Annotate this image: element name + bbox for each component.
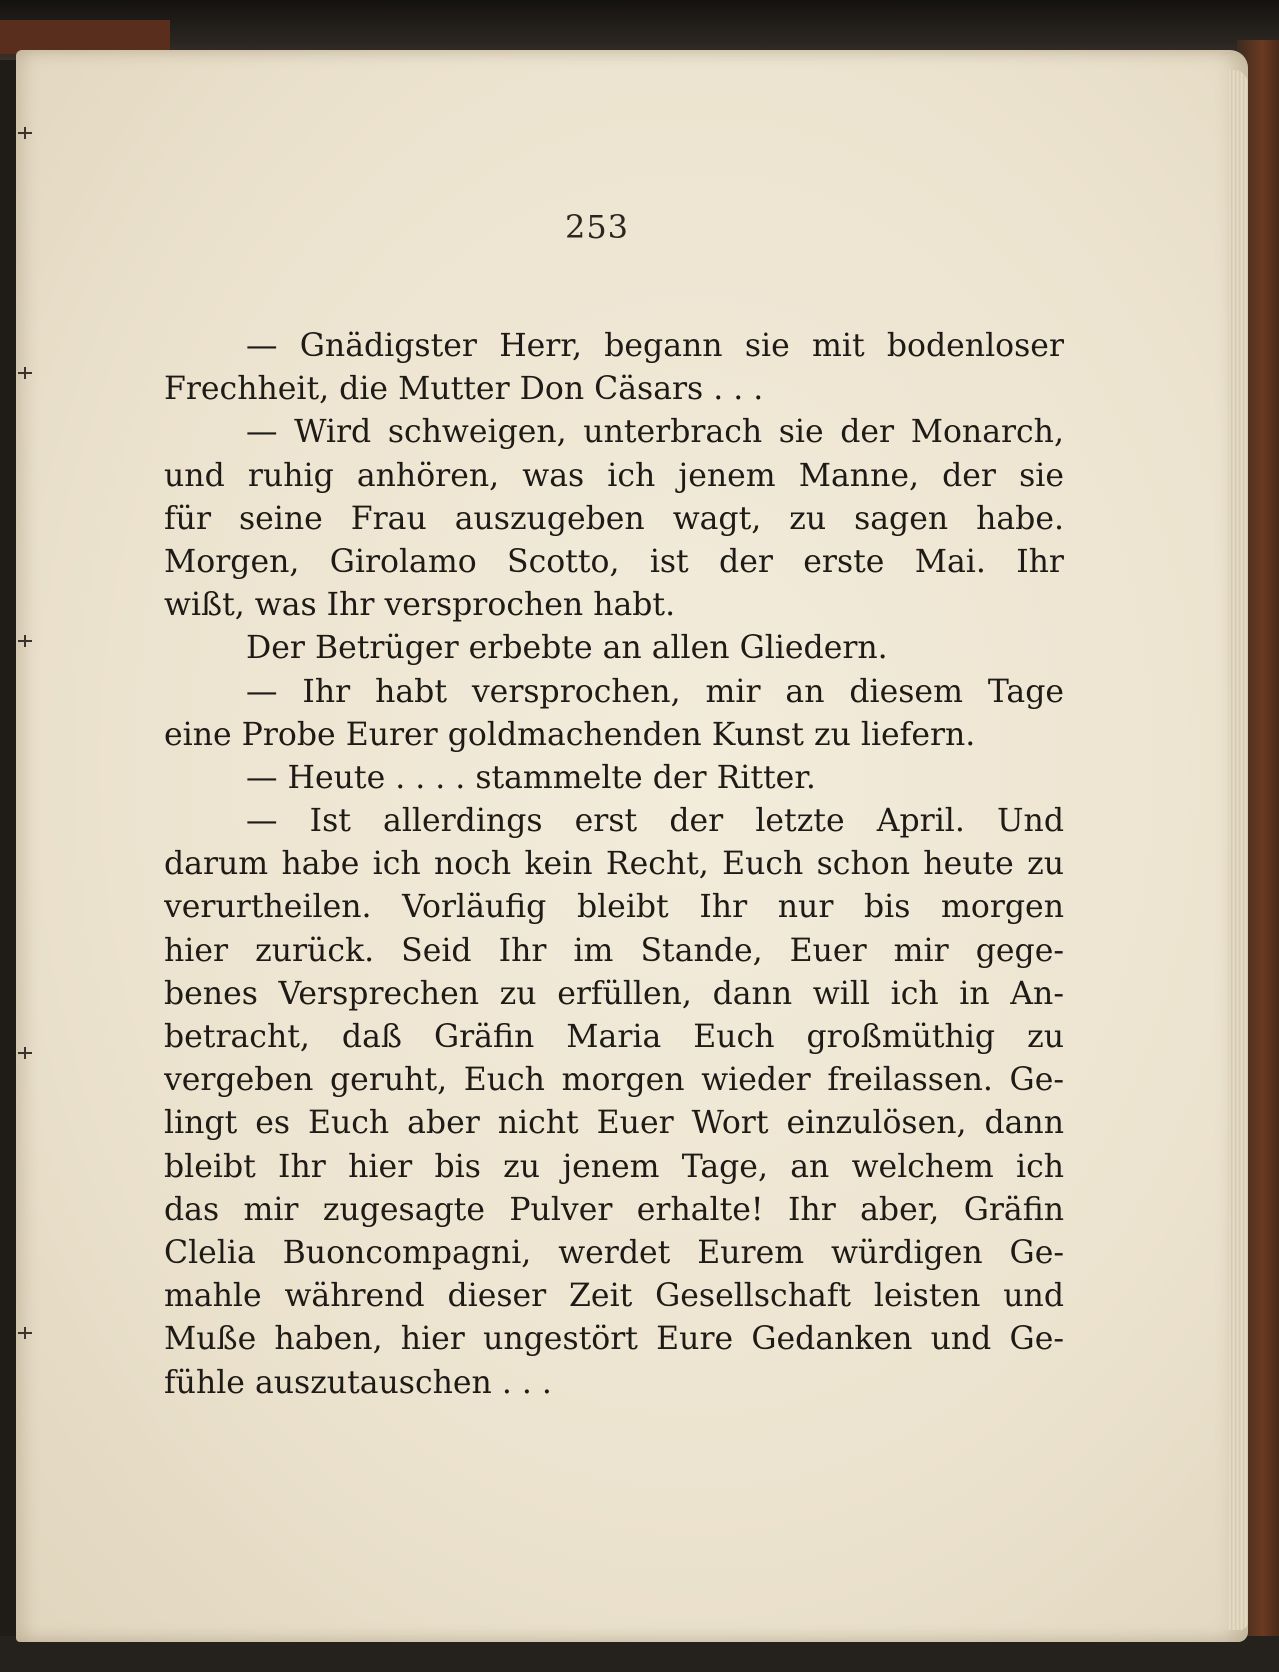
text-line: Der Betrüger erbebte an allen Gliedern. (246, 630, 888, 667)
text-line: — Gnädigster Herr, begann sie mit bodenloser (246, 328, 1064, 364)
text-line: lingt es Euch aber nicht Euer Wort einzulösen, dann (164, 1105, 1064, 1142)
binding-stitch-mark (18, 640, 32, 642)
page-text (164, 325, 1064, 1405)
text-line: vergeben geruht, Euch morgen wieder freilassen. Ge- (164, 1062, 1064, 1099)
text-line: Morgen, Girolamo Scotto, ist der erste Mai. Ihr (164, 543, 1064, 580)
book-page (16, 50, 1248, 1642)
text-line: das mir zugesagte Pulver erhalte! Ihr aber, Gräfin (164, 1191, 1064, 1228)
page-number: 253 (564, 208, 630, 246)
text-line: und ruhig anhören, was ich jenem Manne, der sie (164, 457, 1064, 494)
text-line: verurtheilen. Vorläufig bleibt Ihr nur bis morgen (164, 889, 1064, 926)
text-line: betracht, daß Gräfin Maria Euch großmüthig zu (164, 1019, 1064, 1055)
binding-stitch-mark (18, 372, 32, 374)
text-line: benes Versprechen zu erfüllen, dann will ich in An- (164, 975, 1064, 1012)
binding-stitch-mark (18, 1332, 32, 1334)
text-line: hier zurück. Seid Ihr im Stande, Euer mir gege- (164, 932, 1064, 969)
text-line: — Ihr habt versprochen, mir an diesem Tage (246, 673, 1064, 710)
text-line: — Wird schweigen, unterbrach sie der Monarch, (246, 414, 1064, 451)
page-stack-edge (1228, 70, 1248, 1630)
binding-stitch-mark (18, 1052, 32, 1054)
text-line: bleibt Ihr hier bis zu jenem Tage, an welchem ich (164, 1148, 1064, 1185)
text-line: Muße haben, hier ungestört Eure Gedanken und Ge- (164, 1321, 1064, 1358)
text-line: — Ist allerdings erst der letzte April. Und (246, 803, 1064, 840)
text-line: Frechheit, die Mutter Don Cäsars . . . (164, 371, 764, 408)
text-line: wißt, was Ihr versprochen habt. (164, 587, 676, 624)
text-line: mahle während dieser Zeit Gesellschaft leisten und (164, 1278, 1064, 1315)
text-line: — Heute . . . . stammelte der Ritter. (246, 759, 816, 796)
text-line: Clelia Buoncompagni, werdet Eurem würdigen Ge- (164, 1234, 1064, 1271)
text-line: eine Probe Eurer goldmachenden Kunst zu liefern. (164, 716, 976, 753)
binding-stitch-mark (18, 132, 32, 134)
book-cover-leather (0, 20, 170, 54)
text-line: darum habe ich noch kein Recht, Euch schon heute zu (164, 846, 1064, 883)
text-line: für seine Frau auszugeben wagt, zu sagen habe. (164, 500, 1064, 537)
text-line: fühle auszutauschen . . . (164, 1364, 552, 1401)
